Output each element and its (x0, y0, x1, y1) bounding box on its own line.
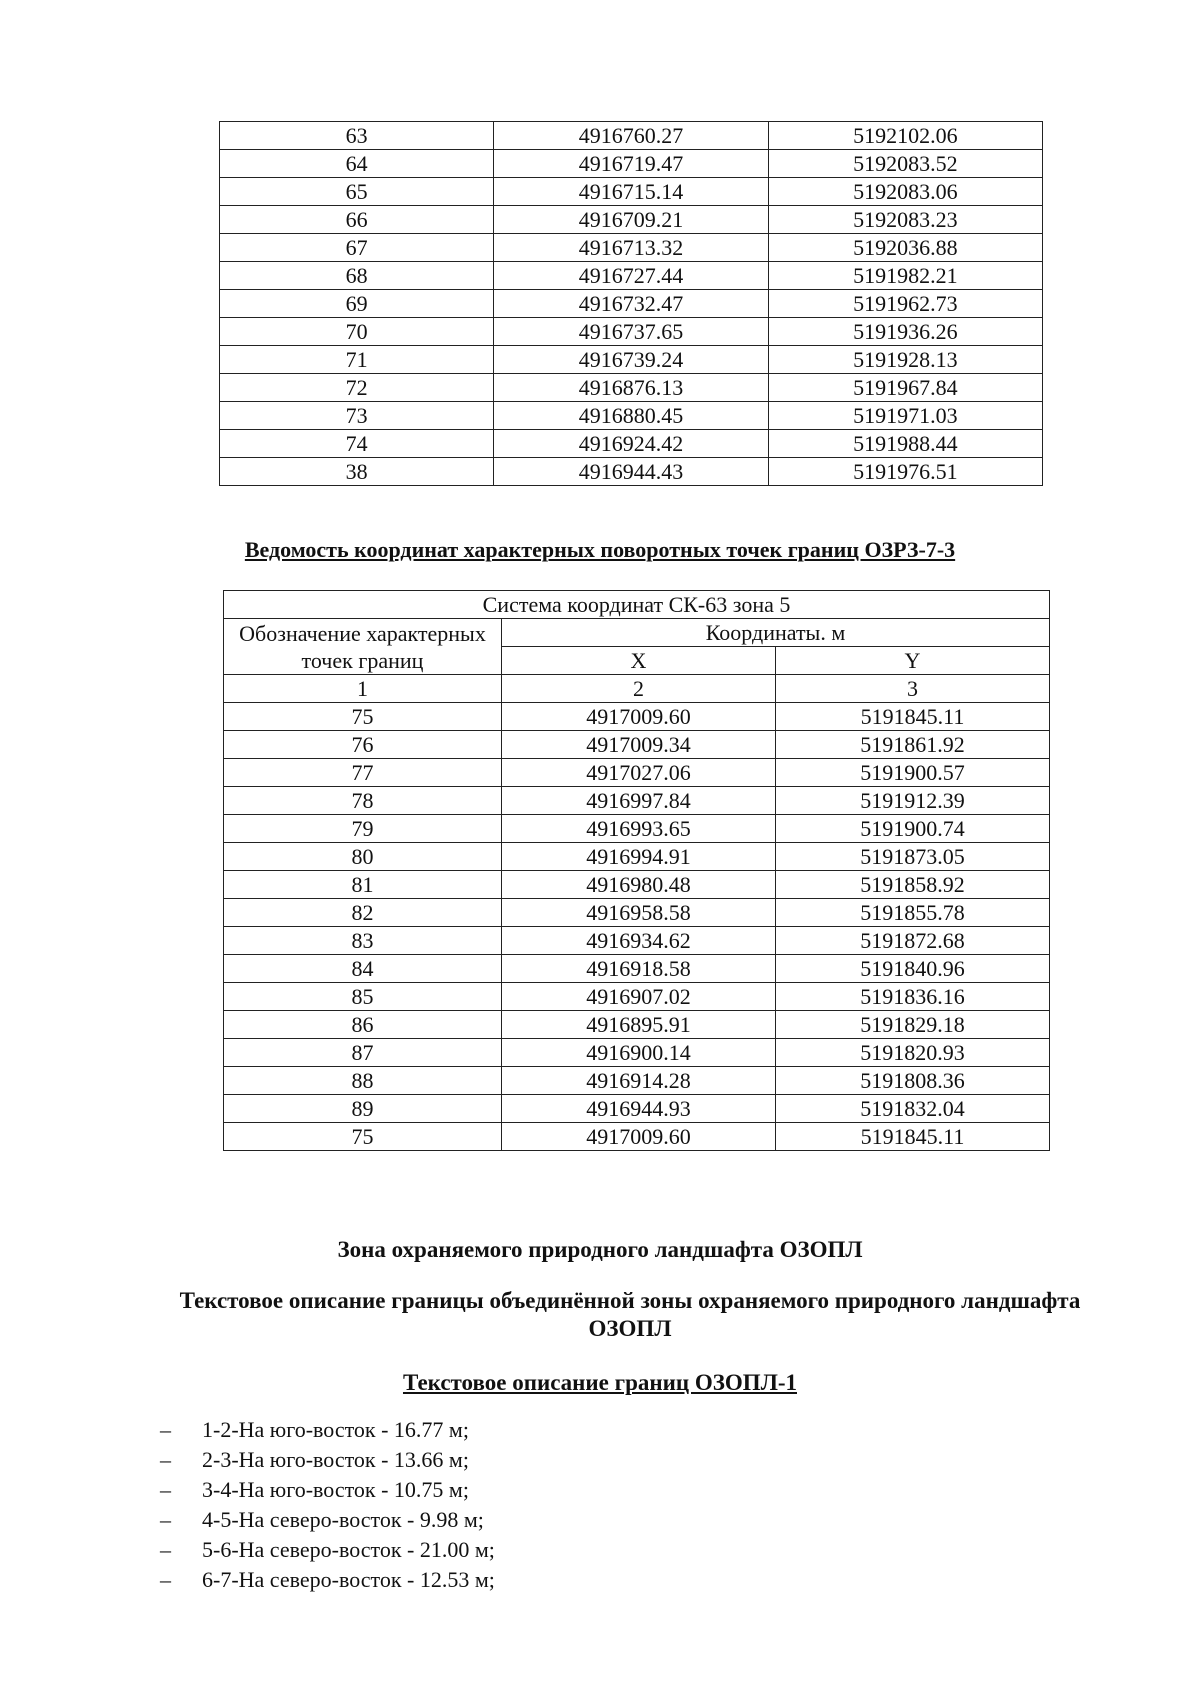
point-number-cell: 74 (220, 430, 494, 458)
point-number-cell: 67 (220, 234, 494, 262)
table-row (220, 318, 1043, 346)
table-row (220, 374, 1043, 402)
column-number-1: 1 (224, 675, 502, 703)
point-number-cell: 83 (224, 927, 502, 955)
x-coordinate-cell: 4916980.48 (502, 871, 776, 899)
y-coordinate-cell: 5191845.11 (776, 703, 1050, 731)
x-coordinate-cell: 4916880.45 (494, 402, 768, 430)
point-number-cell: 87 (224, 1039, 502, 1067)
segment-text: 3-4-На юго-восток - 10.75 м; (202, 1477, 469, 1502)
zone-title: Зона охраняемого природного ландшафта ОЗОПЛ (337, 1237, 863, 1262)
point-number-cell: 81 (224, 871, 502, 899)
table-body (220, 122, 1043, 486)
segment-text: 2-3-На юго-восток - 13.66 м; (202, 1447, 469, 1472)
x-coordinate-cell: 4916900.14 (502, 1039, 776, 1067)
segment-text: 5-6-На северо-восток - 21.00 м; (202, 1537, 495, 1562)
y-coordinate-cell: 5191982.21 (768, 262, 1042, 290)
point-number-cell: 75 (224, 1123, 502, 1151)
y-coordinate-cell: 5191976.51 (768, 458, 1042, 486)
point-number-cell: 64 (220, 150, 494, 178)
point-number-cell: 63 (220, 122, 494, 150)
list-item (160, 1565, 495, 1595)
x-coordinate-cell: 4917009.60 (502, 703, 776, 731)
table-row (224, 759, 1050, 787)
table-row (220, 458, 1043, 486)
point-number-cell: 86 (224, 1011, 502, 1039)
list-item (160, 1535, 495, 1565)
x-coordinate-cell: 4916944.43 (494, 458, 768, 486)
point-number-cell: 82 (224, 899, 502, 927)
segment-text: 4-5-На северо-восток - 9.98 м; (202, 1507, 484, 1532)
dash-bullet: – (160, 1507, 171, 1532)
dash-bullet: – (160, 1417, 171, 1442)
x-coordinate-cell: 4916997.84 (502, 787, 776, 815)
table-row (220, 430, 1043, 458)
point-designation-header: Обозначение характерных точек границ (224, 619, 502, 675)
dash-bullet: – (160, 1447, 171, 1472)
point-number-cell: 65 (220, 178, 494, 206)
ozrz-7-3-coordinates-table (223, 590, 1050, 1151)
y-coordinate-cell: 5191840.96 (776, 955, 1050, 983)
table-row (224, 1095, 1050, 1123)
column-number-2: 2 (502, 675, 776, 703)
table-body (224, 591, 1050, 1151)
x-coordinate-cell: 4916739.24 (494, 346, 768, 374)
point-number-cell: 89 (224, 1095, 502, 1123)
segment-text: 6-7-На северо-восток - 12.53 м; (202, 1567, 495, 1592)
table-row (220, 262, 1043, 290)
coordinate-system-header: Система координат СК-63 зона 5 (224, 591, 1050, 619)
point-number-cell: 80 (224, 843, 502, 871)
dash-bullet: – (160, 1567, 171, 1592)
table-row (224, 927, 1050, 955)
point-number-cell: 66 (220, 206, 494, 234)
y-coordinate-cell: 5191829.18 (776, 1011, 1050, 1039)
dash-bullet: – (160, 1537, 171, 1562)
coordinates-header: Координаты. м (502, 619, 1050, 647)
table-row (224, 787, 1050, 815)
column-number-3: 3 (776, 675, 1050, 703)
x-coordinate-cell: 4916924.42 (494, 430, 768, 458)
x-coordinate-cell: 4917009.60 (502, 1123, 776, 1151)
description-title: Текстовое описание границы объединённой зоны охраняемого природного ландшафта ОЗОПЛ (179, 1288, 1081, 1341)
x-coordinate-cell: 4916918.58 (502, 955, 776, 983)
table-row (224, 1123, 1050, 1151)
x-coordinate-cell: 4916876.13 (494, 374, 768, 402)
y-coordinate-cell: 5191988.44 (768, 430, 1042, 458)
y-coordinate-cell: 5192102.06 (768, 122, 1042, 150)
table-row (224, 871, 1050, 899)
list-item (160, 1505, 495, 1535)
point-number-cell: 76 (224, 731, 502, 759)
point-number-cell: 38 (220, 458, 494, 486)
x-coordinate-cell: 4916907.02 (502, 983, 776, 1011)
table-row (220, 150, 1043, 178)
y-coordinate-cell: 5191900.57 (776, 759, 1050, 787)
y-coordinate-cell: 5192083.52 (768, 150, 1042, 178)
list-item (160, 1475, 495, 1505)
x-coordinate-cell: 4916934.62 (502, 927, 776, 955)
boundary-segments-list (160, 1415, 495, 1595)
x-coordinate-cell: 4916715.14 (494, 178, 768, 206)
x-coordinate-cell: 4917027.06 (502, 759, 776, 787)
x-coordinate-cell: 4916944.93 (502, 1095, 776, 1123)
point-number-cell: 75 (224, 703, 502, 731)
coordinates-table-continued (219, 121, 1043, 486)
table-row (220, 206, 1043, 234)
point-number-cell: 77 (224, 759, 502, 787)
x-coordinate-cell: 4916914.28 (502, 1067, 776, 1095)
y-coordinate-cell: 5191971.03 (768, 402, 1042, 430)
table-row (220, 290, 1043, 318)
x-coordinate-cell: 4917009.34 (502, 731, 776, 759)
table-header-row (224, 619, 1050, 647)
table-row (220, 234, 1043, 262)
segment-text: 1-2-На юго-восток - 16.77 м; (202, 1417, 469, 1442)
y-coordinate-cell: 5191845.11 (776, 1123, 1050, 1151)
point-number-cell: 68 (220, 262, 494, 290)
y-coordinate-cell: 5192083.23 (768, 206, 1042, 234)
table-row (224, 1039, 1050, 1067)
y-coordinate-cell: 5191928.13 (768, 346, 1042, 374)
point-number-cell: 69 (220, 290, 494, 318)
table-row (220, 402, 1043, 430)
point-number-cell: 71 (220, 346, 494, 374)
point-number-cell: 70 (220, 318, 494, 346)
x-coordinate-cell: 4916737.65 (494, 318, 768, 346)
y-coordinate-cell: 5191967.84 (768, 374, 1042, 402)
point-number-cell: 78 (224, 787, 502, 815)
table-row (224, 899, 1050, 927)
y-coordinate-cell: 5191855.78 (776, 899, 1050, 927)
point-number-cell: 79 (224, 815, 502, 843)
point-number-cell: 88 (224, 1067, 502, 1095)
x-coordinate-cell: 4916958.58 (502, 899, 776, 927)
table-row (220, 178, 1043, 206)
x-coordinate-cell: 4916760.27 (494, 122, 768, 150)
y-header: Y (776, 647, 1050, 675)
column-number-row (224, 675, 1050, 703)
table-row (224, 983, 1050, 1011)
x-coordinate-cell: 4916732.47 (494, 290, 768, 318)
y-coordinate-cell: 5191861.92 (776, 731, 1050, 759)
x-coordinate-cell: 4916994.91 (502, 843, 776, 871)
ozopl-1-subtitle: Текстовое описание границ ОЗОПЛ-1 (402, 1370, 797, 1395)
y-coordinate-cell: 5192083.06 (768, 178, 1042, 206)
y-coordinate-cell: 5191962.73 (768, 290, 1042, 318)
table-row (220, 346, 1043, 374)
ozrz-7-3-caption: Ведомость координат характерных поворотных точек границ ОЗРЗ-7-3 (244, 537, 956, 562)
table-row (224, 703, 1050, 731)
y-coordinate-cell: 5191873.05 (776, 843, 1050, 871)
y-coordinate-cell: 5191820.93 (776, 1039, 1050, 1067)
point-number-cell: 72 (220, 374, 494, 402)
table-row (224, 955, 1050, 983)
table-row (224, 1067, 1050, 1095)
y-coordinate-cell: 5191912.39 (776, 787, 1050, 815)
x-coordinate-cell: 4916713.32 (494, 234, 768, 262)
point-number-cell: 84 (224, 955, 502, 983)
y-coordinate-cell: 5191808.36 (776, 1067, 1050, 1095)
list-item (160, 1445, 495, 1475)
y-coordinate-cell: 5191832.04 (776, 1095, 1050, 1123)
y-coordinate-cell: 5192036.88 (768, 234, 1042, 262)
y-coordinate-cell: 5191872.68 (776, 927, 1050, 955)
list-item (160, 1415, 495, 1445)
table-row (220, 122, 1043, 150)
y-coordinate-cell: 5191858.92 (776, 871, 1050, 899)
table-row (224, 1011, 1050, 1039)
table-header-row (224, 591, 1050, 619)
y-coordinate-cell: 5191836.16 (776, 983, 1050, 1011)
y-coordinate-cell: 5191936.26 (768, 318, 1042, 346)
point-number-cell: 85 (224, 983, 502, 1011)
table-row (224, 815, 1050, 843)
table-row (224, 731, 1050, 759)
x-coordinate-cell: 4916895.91 (502, 1011, 776, 1039)
y-coordinate-cell: 5191900.74 (776, 815, 1050, 843)
x-coordinate-cell: 4916727.44 (494, 262, 768, 290)
x-coordinate-cell: 4916993.65 (502, 815, 776, 843)
x-coordinate-cell: 4916719.47 (494, 150, 768, 178)
dash-bullet: – (160, 1477, 171, 1502)
x-coordinate-cell: 4916709.21 (494, 206, 768, 234)
point-number-cell: 73 (220, 402, 494, 430)
x-header: X (502, 647, 776, 675)
table-row (224, 843, 1050, 871)
